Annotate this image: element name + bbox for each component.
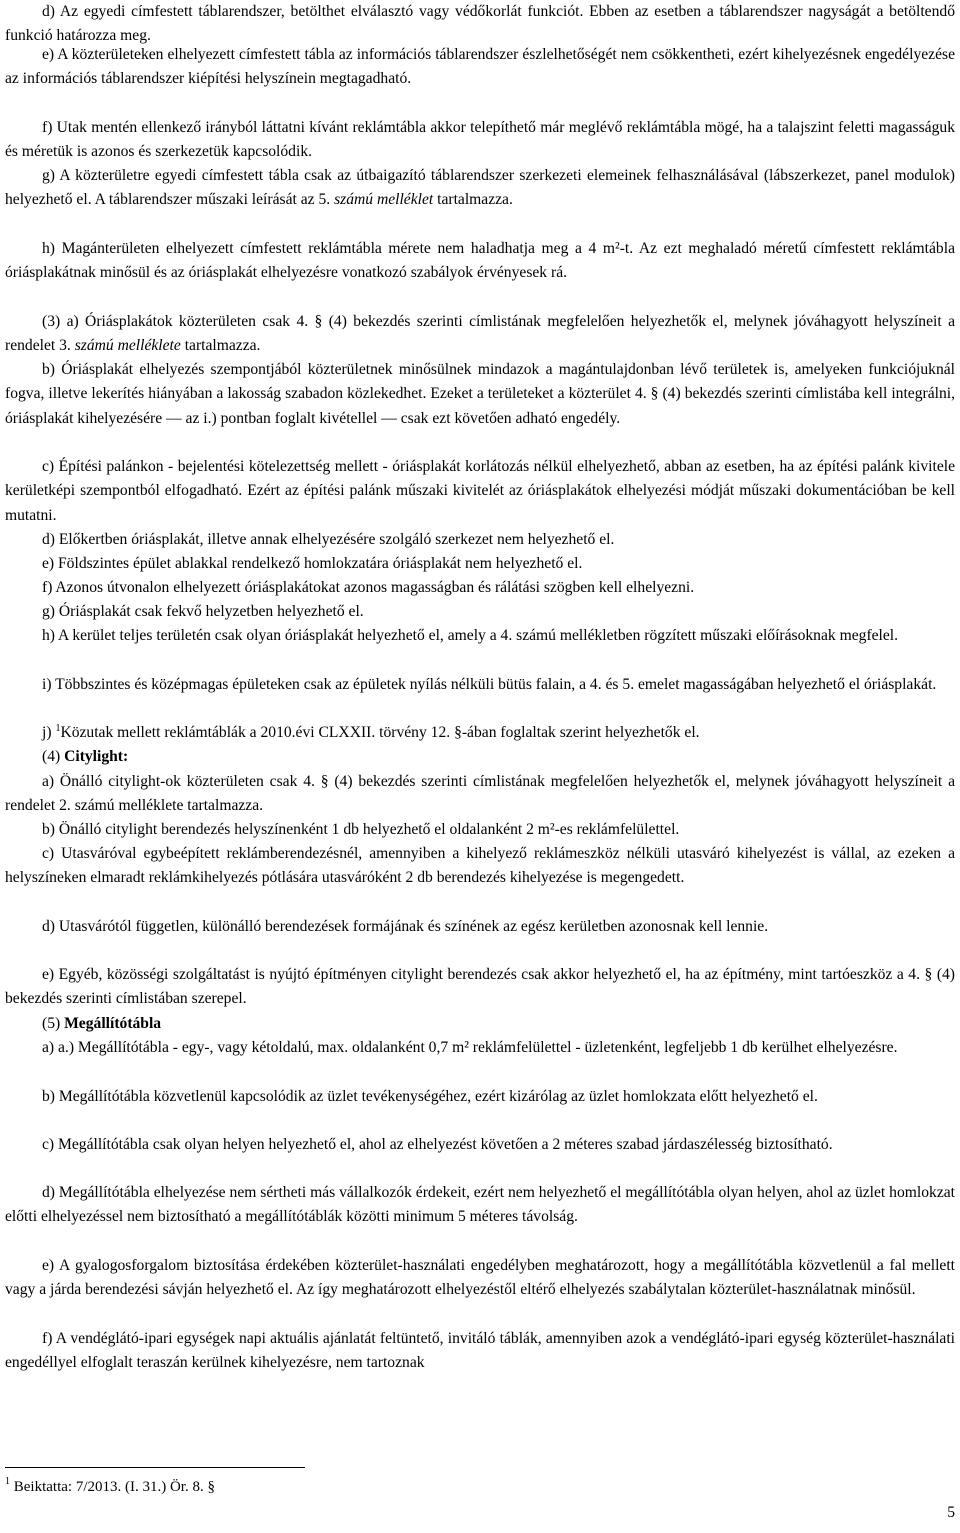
text-run: d) Előkertben óriásplakát, illetve annak elhelyezésére szolgáló szerkezet nem helyezhető el. <box>42 531 615 548</box>
text-run: c) Építési palánkon - bejelentési kötelezettség mellett - óriásplakát korlátozás nélkül elhelyezhető, abban az esetben, ha az építési palánk kivitele kerületképi szempontból elfogadható. Ezért az építési palánk műszaki kivitelét az óriásplakátok elhelyezési módját műszaki dokumentációban be kell mutatni. <box>5 458 955 524</box>
paragraph <box>5 600 955 624</box>
text-run: tartalmazza. <box>180 337 261 355</box>
paragraph <box>5 237 955 286</box>
paragraph <box>5 1254 955 1303</box>
paragraph <box>5 358 955 431</box>
paragraph <box>5 43 955 92</box>
text-run: f) Utak mentén ellenkező irányból láttatni kívánt reklámtábla akkor telepíthető már meglévő reklámtábla mögé, ha a talajszint feletti magasságuk és méretük is azonos és szerkezetük kapcsolódik. <box>5 119 955 161</box>
paragraph <box>5 576 955 600</box>
footnote <box>5 1476 215 1498</box>
paragraph <box>5 673 955 697</box>
paragraph <box>5 963 955 1012</box>
text-run: h) Magánterületen elhelyezett címfestett reklámtábla mérete nem haladhatja meg a 4 m²-t. Az ezt meghaladó méretű címfestett reklámtábla óriásplakátnak minősül és az óriásplakát elhelyezésre vonatkozó szabályok érvényesek rá. <box>5 240 955 282</box>
paragraph <box>5 770 955 819</box>
text-run: g) Óriásplakát csak fekvő helyzetben helyezhető el. <box>42 603 364 620</box>
paragraph <box>5 310 955 359</box>
text-run: e) A gyalogosforgalom biztosítása érdekében közterület-használati engedélyben meghatározott, hogy a megállítótábla közvetlenül a fal mellett vagy a járda berendezési sávján helyezhető el. Az így meghatározott elhelyezéstől eltérő elhelyezés szabálytalan közterület-használatnak minősül. <box>5 1257 955 1299</box>
paragraph <box>5 624 955 648</box>
paragraph <box>5 0 955 49</box>
paragraph <box>5 721 955 745</box>
footnote-text: Beiktatta: 7/2013. (I. 31.) Ör. 8. § <box>10 1479 215 1495</box>
text-run: c) Megállítótábla csak olyan helyen helyezhető el, ahol az elhelyezést követően a 2 méteres szabad járdaszélesség biztosítható. <box>42 1136 833 1153</box>
page-number: 5 <box>947 1504 955 1521</box>
text-run: e) Egyéb, közösségi szolgáltatást is nyújtó építményen citylight berendezés csak akkor helyezhető el, ha az építmény, mint tartóeszköz a 4. § (4) bekezdés szerinti címlistában szerepel. <box>5 966 955 1008</box>
text-italic: számú melléklete <box>74 337 181 355</box>
text-bold: Citylight: <box>64 748 129 765</box>
paragraph <box>5 915 955 939</box>
text-run: d) Utasvárótól független, különálló berendezések formájának és színének az egész kerületben azonosnak kell lennie. <box>42 918 769 935</box>
text-run: j) <box>42 724 56 741</box>
text-run: f) A vendéglátó-ipari egységek napi aktuális ajánlatát feltüntető, invitáló táblák, amennyiben azok a vendéglátó-ipari egység közterület-használati engedéllyel elfoglalt teraszán kerülnek kihelyezésre, nem tartoznak <box>5 1330 955 1372</box>
text-run: (5) <box>42 1015 65 1032</box>
text-italic: számú melléklet <box>334 191 434 209</box>
paragraph <box>5 116 955 165</box>
text-run: (3) a) Óriásplakátok közterületen csak 4. § (4) bekezdés szerinti címlistának megfelelően helyezhetők el, melynek jóváhagyott helyszíneit a rendelet 3. <box>5 313 955 355</box>
paragraph <box>5 552 955 576</box>
paragraph <box>5 1085 955 1109</box>
paragraph <box>5 455 955 528</box>
text-run: f) Azonos útvonalon elhelyezett óriásplakátokat azonos magasságban és rálátási szögben kell elhelyezni. <box>42 579 695 596</box>
section-heading <box>5 1012 955 1036</box>
paragraph <box>5 1327 955 1376</box>
text-run: i) Többszintes és középmagas épületeken csak az épületek nyílás nélküli bütüs falain, a 4. és 5. emelet magasságában helyezhető el óriásplakát. <box>42 676 937 693</box>
text-run: g) A közterületre egyedi címfestett tábla csak az útbaigazító táblarendszer szerkezeti elemeinek felhasználásával (lábszerkezet, panel modulok) helyezhető el. A táblarendszer műszaki leírását az 5. <box>5 167 955 209</box>
footnote-separator <box>5 1467 305 1468</box>
text-run: d) Megállítótábla elhelyezése nem sértheti más vállalkozók érdekeit, ezért nem helyezhető el megállítótábla olyan helyen, ahol az üzlet homlokzat előtti elhelyezéssel nem biztosítható a megállítótáblák közötti minimum 5 méteres távolság. <box>5 1184 955 1226</box>
text-bold: Megállítótábla <box>64 1015 162 1032</box>
paragraph <box>5 528 955 552</box>
text-run: e) A közterületeken elhelyezett címfestett tábla az információs táblarendszer észlelhetőségét nem csökkentheti, ezért kihelyezésnek engedélyezése az információs táblarendszer kiépítési helyszínein megtagadható. <box>5 46 955 88</box>
text-run: d) Az egyedi címfestett táblarendszer, betölthet elválasztó vagy védőkorlát funkciót. Ebben az esetben a táblarendszer nagyságát a betöltendő funkció határozza meg. <box>5 3 955 45</box>
text-run: e) Földszintes épület ablakkal rendelkező homlokzatára óriásplakát nem helyezhető el. <box>42 555 583 572</box>
text-run: a) a.) Megállítótábla - egy-, vagy kétoldalú, max. oldalanként 0,7 m² reklámfelülettel - üzletenként, legfeljebb 1 db kerülhet elhelyezésre. <box>42 1039 898 1056</box>
text-run: (4) <box>42 748 65 765</box>
footnote-marker: 1 <box>5 1476 10 1487</box>
section-heading <box>5 745 955 769</box>
paragraph <box>5 842 955 891</box>
text-run: a) Önálló citylight-ok közterületen csak 4. § (4) bekezdés szerinti címlistának megfelelően helyezhetők el, melynek jóváhagyott helyszíneit a rendelet 2. számú melléklete tartalmazza. <box>5 773 955 815</box>
paragraph <box>5 818 955 842</box>
text-run: tartalmazza. <box>433 191 513 209</box>
text-run: Közutak mellett reklámtáblák a 2010.évi CLXXII. törvény 12. §-ában foglaltak szerint helyezhetők el. <box>60 724 700 741</box>
text-sup: 1 <box>55 723 61 734</box>
text-run: c) Utasváróval egybeépített reklámberendezésnél, amennyiben a kihelyező reklámeszköz nélküli utasváró kihelyezést is vállal, az ezeken a helyszíneken elmaradt reklámkihelyezés pótlására utasváróként 2 db berendezés kihelyezése is megengedett. <box>5 845 955 887</box>
text-run: h) A kerület teljes területén csak olyan óriásplakát helyezhető el, amely a 4. számú mellékletben rögzített műszaki előírásoknak megfelel. <box>42 627 899 644</box>
paragraph <box>5 1133 955 1157</box>
paragraph <box>5 1181 955 1230</box>
text-run: b) Önálló citylight berendezés helyszínenként 1 db helyezhető el oldalanként 2 m²-es reklámfelülettel. <box>42 821 680 838</box>
text-run: b) Megállítótábla közvetlenül kapcsolódik az üzlet tevékenységéhez, ezért kizárólag az üzlet homlokzata előtt helyezhető el. <box>42 1088 818 1105</box>
paragraph <box>5 164 955 213</box>
text-run: b) Óriásplakát elhelyezés szempontjából közterületnek minősülnek mindazok a magántulajdonban lévő területek is, amelyeken funkciójuknál fogva, illetve lekerítés hiányában a lakosság szabadon közlekedhet. Ezeket a területeket a közterület 4. § (4) bekezdés szerinti címlistába kell integrálni, óriásplakát kihelyezésére — az i.) pontban foglalt kivétellel — csak ezt követően adható engedély. <box>5 361 955 427</box>
paragraph <box>5 1036 955 1060</box>
